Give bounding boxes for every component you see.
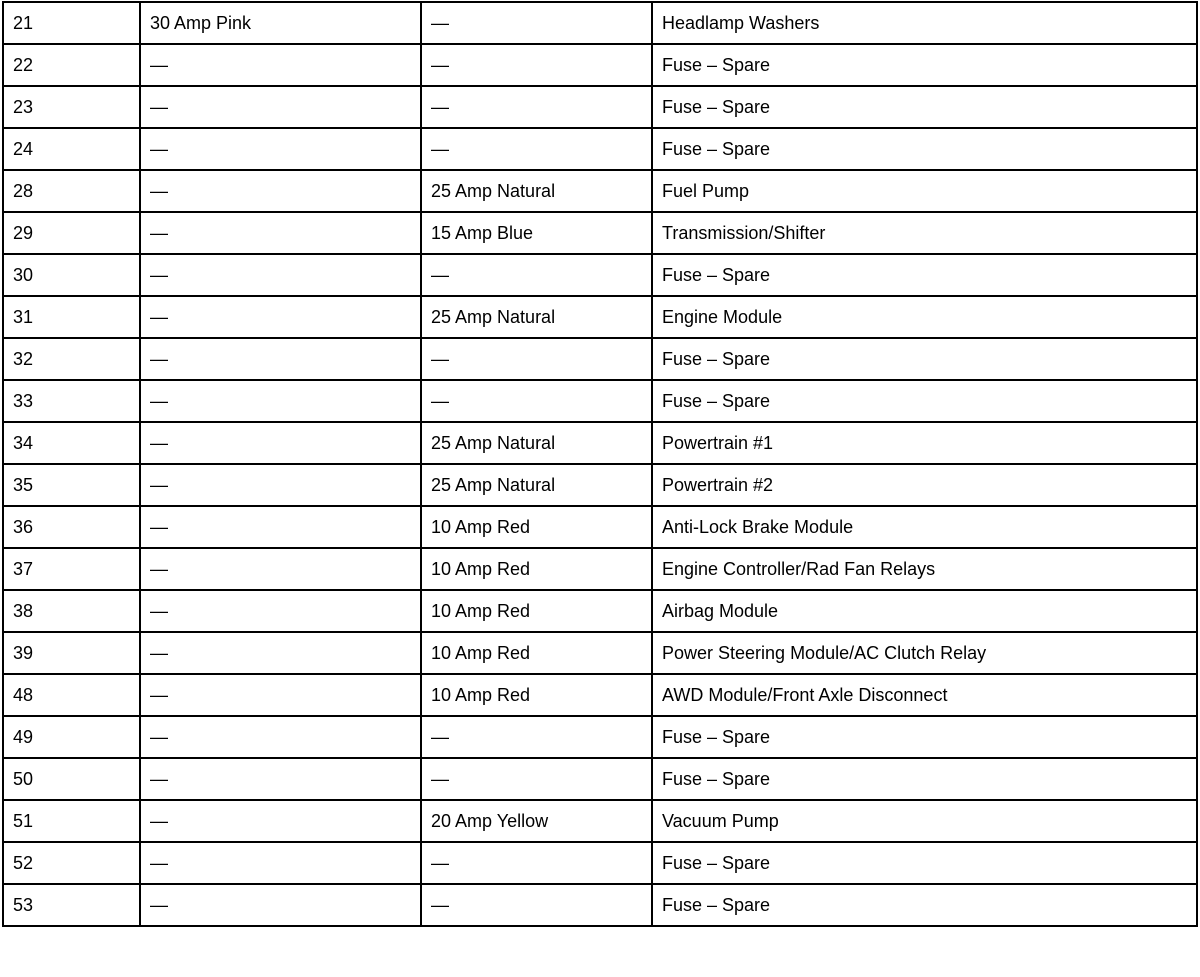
cartridge-fuse-cell: — [140,296,421,338]
description-cell: Fuse – Spare [652,380,1197,422]
mini-fuse-cell: 10 Amp Red [421,548,652,590]
description-cell: Powertrain #1 [652,422,1197,464]
table-row [3,506,1197,548]
description-cell: Fuse – Spare [652,128,1197,170]
cavity-cell: 22 [3,44,140,86]
cavity-cell: 23 [3,86,140,128]
cavity-cell: 31 [3,296,140,338]
description-cell: Fuse – Spare [652,338,1197,380]
description-cell: Fuse – Spare [652,716,1197,758]
mini-fuse-cell: — [421,44,652,86]
cartridge-fuse-cell: — [140,800,421,842]
table-row [3,590,1197,632]
description-cell: Fuse – Spare [652,44,1197,86]
cartridge-fuse-cell: — [140,884,421,926]
table-row [3,254,1197,296]
table-row [3,842,1197,884]
description-cell: AWD Module/Front Axle Disconnect [652,674,1197,716]
cartridge-fuse-cell: — [140,44,421,86]
cartridge-fuse-cell: — [140,170,421,212]
mini-fuse-cell: — [421,716,652,758]
mini-fuse-cell: 25 Amp Natural [421,422,652,464]
mini-fuse-cell: — [421,758,652,800]
description-cell: Fuse – Spare [652,86,1197,128]
mini-fuse-cell: — [421,128,652,170]
description-cell: Fuse – Spare [652,758,1197,800]
cartridge-fuse-cell: — [140,380,421,422]
description-cell: Power Steering Module/AC Clutch Relay [652,632,1197,674]
cavity-cell: 39 [3,632,140,674]
description-cell: Transmission/Shifter [652,212,1197,254]
cartridge-fuse-cell: — [140,842,421,884]
mini-fuse-cell: 10 Amp Red [421,632,652,674]
mini-fuse-cell: — [421,254,652,296]
table-row [3,884,1197,926]
mini-fuse-cell: — [421,884,652,926]
description-cell: Airbag Module [652,590,1197,632]
cartridge-fuse-cell: — [140,254,421,296]
mini-fuse-cell: 25 Amp Natural [421,170,652,212]
cavity-cell: 24 [3,128,140,170]
cartridge-fuse-cell: 30 Amp Pink [140,2,421,44]
table-row [3,464,1197,506]
description-cell: Vacuum Pump [652,800,1197,842]
cartridge-fuse-cell: — [140,422,421,464]
table-row [3,716,1197,758]
cavity-cell: 48 [3,674,140,716]
fuse-table [2,1,1198,927]
mini-fuse-cell: — [421,2,652,44]
mini-fuse-cell: 10 Amp Red [421,506,652,548]
mini-fuse-cell: — [421,86,652,128]
fuse-table-body [3,2,1197,926]
cartridge-fuse-cell: — [140,548,421,590]
cavity-cell: 21 [3,2,140,44]
table-row [3,800,1197,842]
cavity-cell: 28 [3,170,140,212]
mini-fuse-cell: — [421,338,652,380]
description-cell: Fuse – Spare [652,842,1197,884]
table-row [3,44,1197,86]
cartridge-fuse-cell: — [140,128,421,170]
cavity-cell: 38 [3,590,140,632]
cavity-cell: 49 [3,716,140,758]
cartridge-fuse-cell: — [140,758,421,800]
table-row [3,380,1197,422]
table-row [3,632,1197,674]
cavity-cell: 36 [3,506,140,548]
table-row [3,296,1197,338]
description-cell: Fuse – Spare [652,884,1197,926]
table-row [3,674,1197,716]
cartridge-fuse-cell: — [140,716,421,758]
mini-fuse-cell: — [421,842,652,884]
cavity-cell: 33 [3,380,140,422]
mini-fuse-cell: 10 Amp Red [421,674,652,716]
cavity-cell: 51 [3,800,140,842]
cavity-cell: 53 [3,884,140,926]
description-cell: Engine Module [652,296,1197,338]
mini-fuse-cell: 20 Amp Yellow [421,800,652,842]
description-cell: Powertrain #2 [652,464,1197,506]
mini-fuse-cell: 15 Amp Blue [421,212,652,254]
mini-fuse-cell: 10 Amp Red [421,590,652,632]
cavity-cell: 29 [3,212,140,254]
cartridge-fuse-cell: — [140,506,421,548]
cavity-cell: 35 [3,464,140,506]
cavity-cell: 32 [3,338,140,380]
table-row [3,758,1197,800]
cartridge-fuse-cell: — [140,674,421,716]
cavity-cell: 37 [3,548,140,590]
table-row [3,422,1197,464]
cartridge-fuse-cell: — [140,464,421,506]
description-cell: Anti-Lock Brake Module [652,506,1197,548]
table-row [3,170,1197,212]
cavity-cell: 50 [3,758,140,800]
description-cell: Fuel Pump [652,170,1197,212]
table-row [3,2,1197,44]
mini-fuse-cell: — [421,380,652,422]
table-row [3,86,1197,128]
table-row [3,128,1197,170]
cartridge-fuse-cell: — [140,212,421,254]
cartridge-fuse-cell: — [140,632,421,674]
cartridge-fuse-cell: — [140,338,421,380]
mini-fuse-cell: 25 Amp Natural [421,464,652,506]
mini-fuse-cell: 25 Amp Natural [421,296,652,338]
description-cell: Headlamp Washers [652,2,1197,44]
cavity-cell: 52 [3,842,140,884]
table-row [3,212,1197,254]
table-row [3,548,1197,590]
cartridge-fuse-cell: — [140,590,421,632]
cartridge-fuse-cell: — [140,86,421,128]
cavity-cell: 30 [3,254,140,296]
cavity-cell: 34 [3,422,140,464]
description-cell: Fuse – Spare [652,254,1197,296]
table-row [3,338,1197,380]
description-cell: Engine Controller/Rad Fan Relays [652,548,1197,590]
